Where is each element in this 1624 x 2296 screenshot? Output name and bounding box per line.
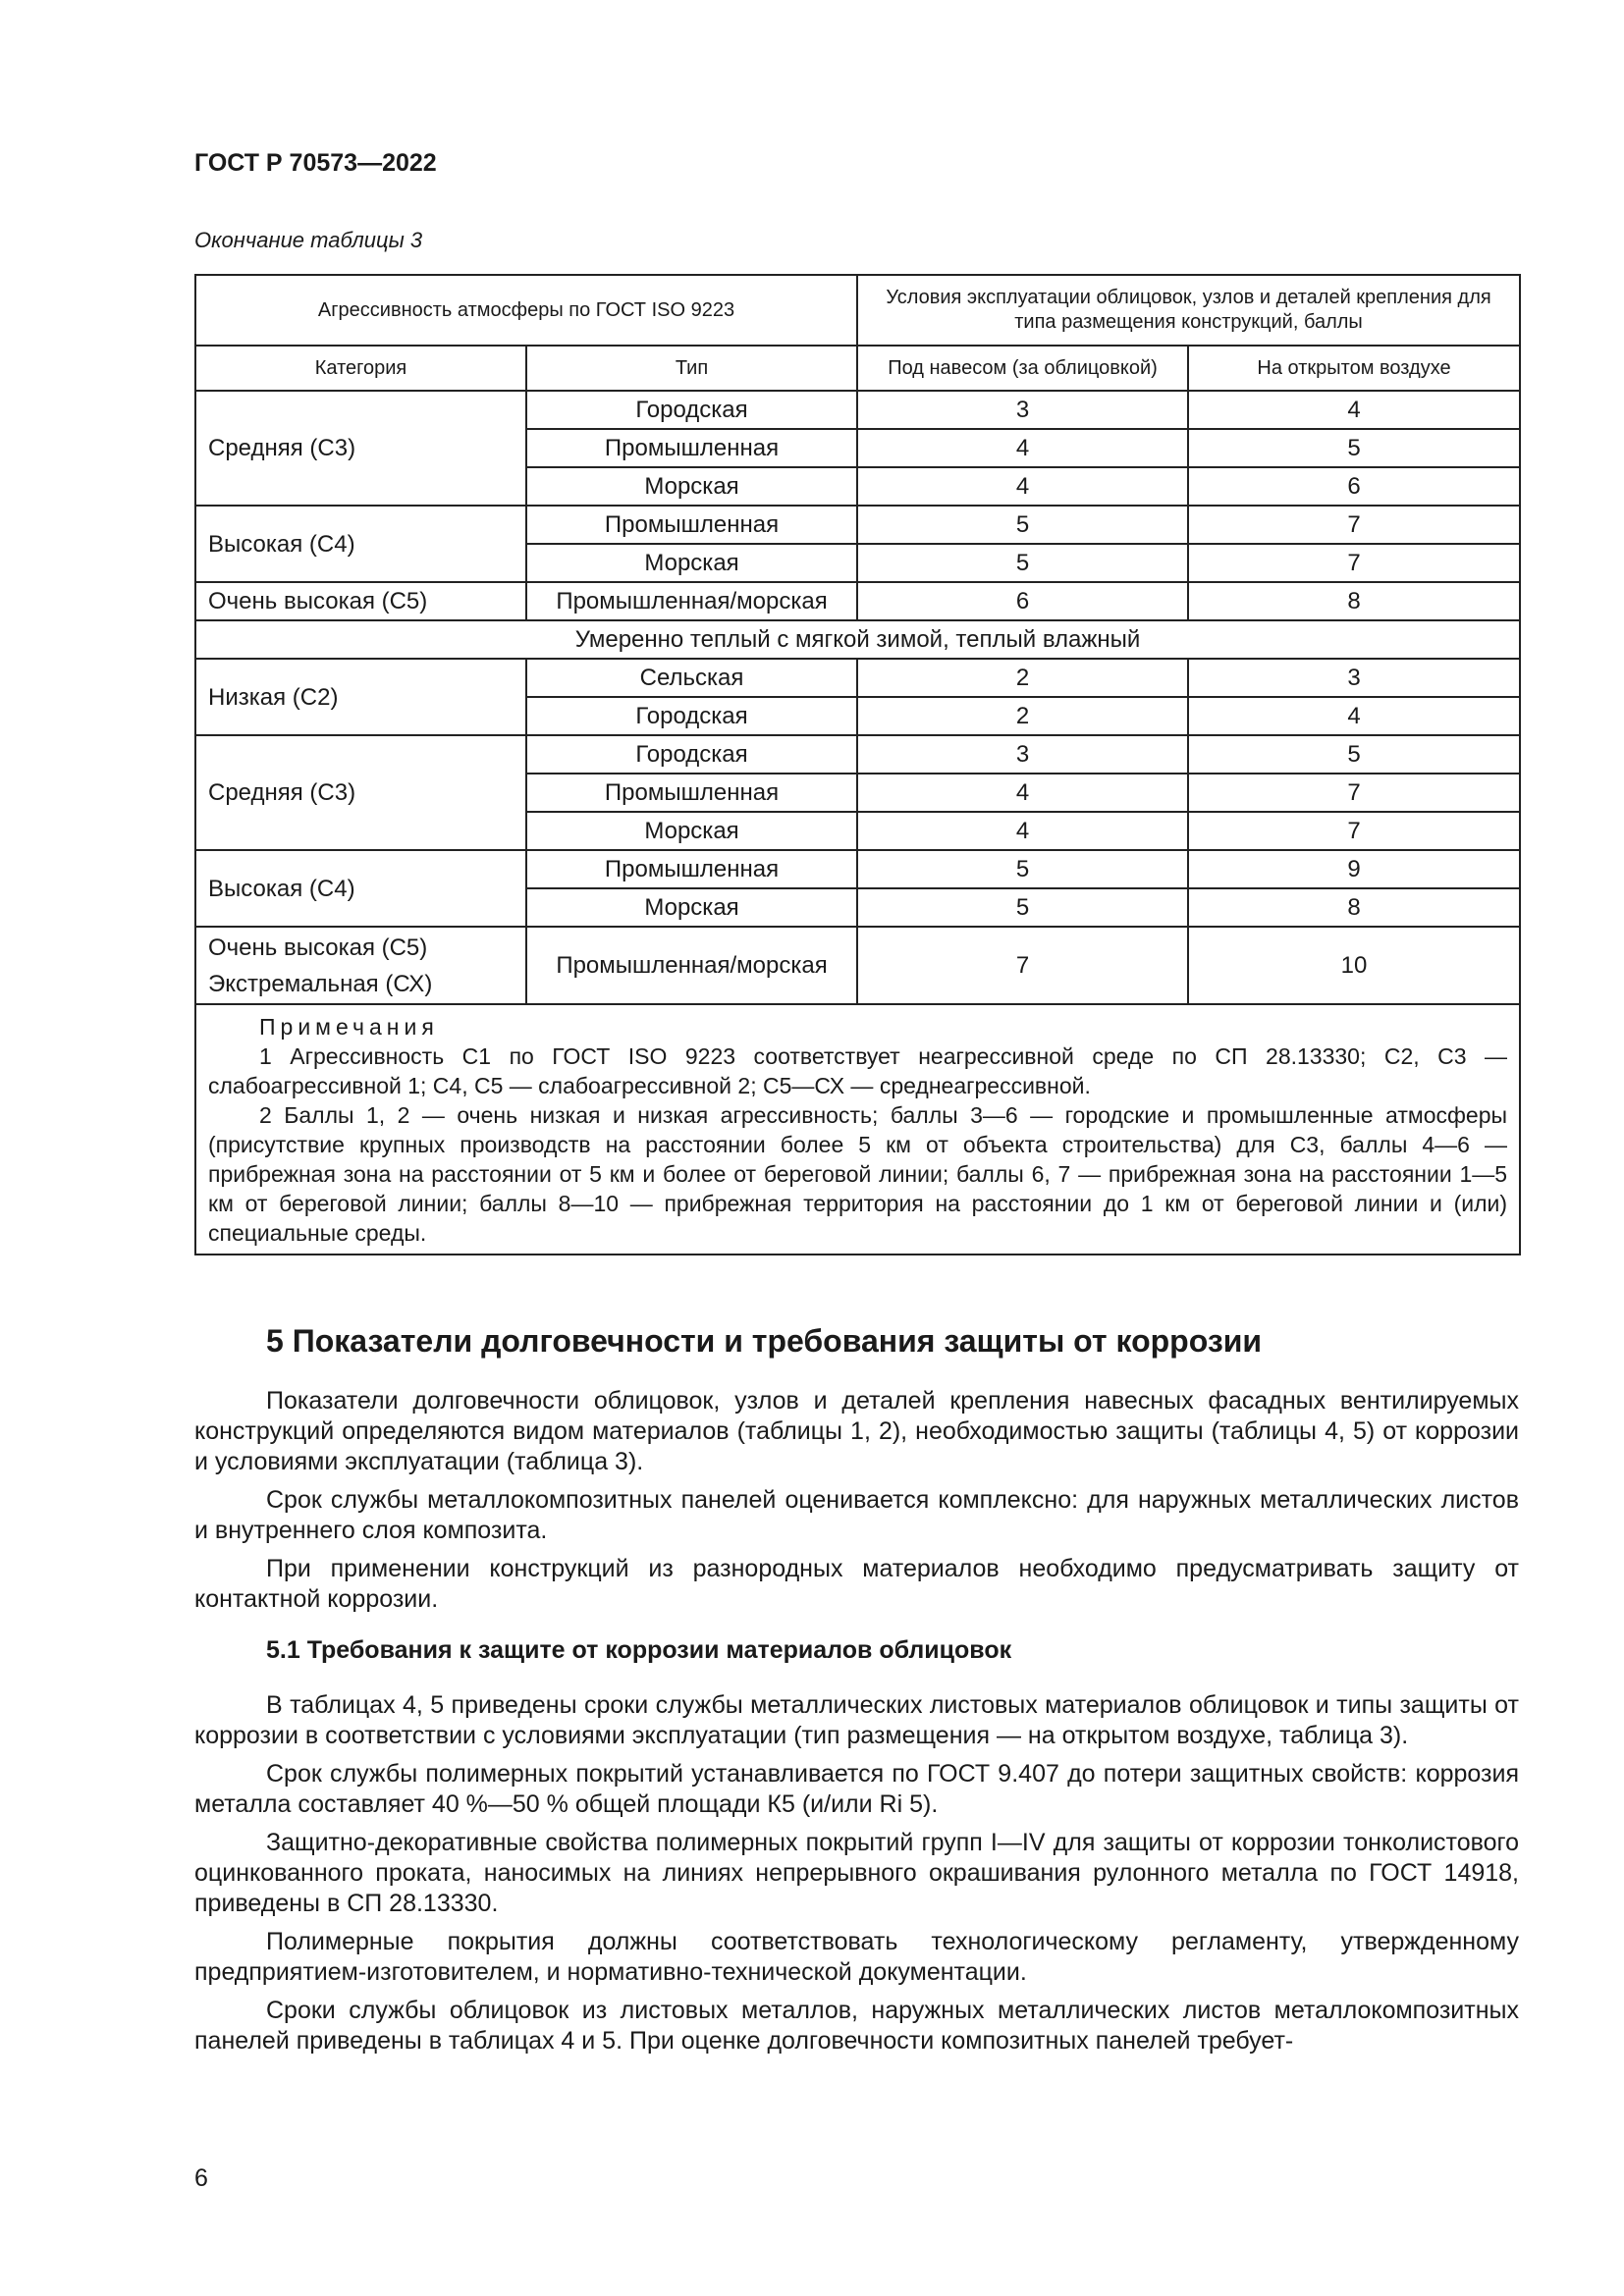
- outdoor-score: 9: [1188, 850, 1520, 888]
- outdoor-score: 4: [1188, 697, 1520, 735]
- note-1: 1 Агрессивность С1 по ГОСТ ISO 9223 соответствует неагрессивной среде по СП 28.13330; С2, С3 — слабоагрессивной 1; С4, С5 — слабоагрессивной 2; С5—СХ — среднеагрессивной.: [208, 1043, 1508, 1098]
- type-cell: Городская: [526, 391, 857, 429]
- table-row: [195, 582, 1520, 620]
- canopy-score: 3: [857, 735, 1188, 774]
- type-cell: Морская: [526, 812, 857, 850]
- outdoor-score: 8: [1188, 888, 1520, 927]
- paragraph: Сроки службы облицовок из листовых металлов, наружных металлических листов металлокомпозитных панелей приведены в таблицах 4 и 5. При оценке долговечности композитных панелей требует-: [194, 1997, 1519, 2055]
- outdoor-score: 8: [1188, 582, 1520, 620]
- category-cell: Высокая (С4): [195, 506, 526, 582]
- header-category: Категория: [195, 346, 526, 391]
- outdoor-score: 6: [1188, 467, 1520, 506]
- note-2: 2 Баллы 1, 2 — очень низкая и низкая агрессивность; баллы 3—6 — городские и промышленные атмосферы (присутствие крупных производств на расстоянии более 5 км от объекта строительства) для С3, баллы 4—6 — прибрежная зона на расстоянии от 5 км и более от береговой линии; баллы 6, 7 — прибрежная зона на расстоянии 1—5 км от береговой линии; баллы 8—10 — прибрежная территория на расстоянии до 1 км от береговой линии и (или) специальные среды.: [208, 1102, 1508, 1246]
- type-cell: Городская: [526, 735, 857, 774]
- table-row: [195, 927, 1520, 1004]
- page-number: 6: [194, 2164, 208, 2192]
- section-5-body: [194, 1386, 1519, 1623]
- category-cell: Низкая (С2): [195, 659, 526, 735]
- category-cell: [195, 927, 526, 1004]
- subsection-heading: 5.1 Требования к защите от коррозии материалов облицовок: [266, 1636, 1012, 1664]
- table-caption: Окончание таблицы 3: [194, 228, 423, 252]
- outdoor-score: 5: [1188, 735, 1520, 774]
- table-row: [195, 506, 1520, 544]
- table-row: [195, 659, 1520, 697]
- paragraph: Срок службы металлокомпозитных панелей оценивается комплексно: для наружных металлических листов и внутреннего слоя композита.: [194, 1486, 1519, 1544]
- outdoor-score: 10: [1188, 927, 1520, 1004]
- outdoor-score: 7: [1188, 544, 1520, 582]
- paragraph: Полимерные покрытия должны соответствовать технологическому регламенту, утвержденному предприятием-изготовителем, и нормативно-технической документации.: [194, 1928, 1519, 1986]
- climate-band: Умеренно теплый с мягкой зимой, теплый влажный: [195, 620, 1520, 659]
- paragraph: При применении конструкций из разнородных материалов необходимо предусматривать защиту от контактной коррозии.: [194, 1555, 1519, 1613]
- type-cell: Морская: [526, 467, 857, 506]
- durability-table: [194, 274, 1521, 1255]
- canopy-score: 4: [857, 774, 1188, 812]
- canopy-score: 2: [857, 659, 1188, 697]
- paragraph: Срок службы полимерных покрытий устанавливается по ГОСТ 9.407 до потери защитных свойств: коррозия металла составляет 40 %—50 % общей площади К5 (и/или Ri 5).: [194, 1760, 1519, 1818]
- category-cell: Средняя (С3): [195, 735, 526, 850]
- header-conditions: Условия эксплуатации облицовок, узлов и деталей крепления для типа размещения конструкций, баллы: [857, 275, 1520, 346]
- notes-cell: [195, 1004, 1520, 1255]
- canopy-score: 7: [857, 927, 1188, 1004]
- climate-band-row: [195, 620, 1520, 659]
- canopy-score: 4: [857, 812, 1188, 850]
- category-label-2: Экстремальная (СХ): [208, 970, 433, 997]
- header-aggressiveness: Агрессивность атмосферы по ГОСТ ISO 9223: [195, 275, 857, 346]
- type-cell: Морская: [526, 888, 857, 927]
- table-row: [195, 850, 1520, 888]
- category-label: Очень высокая (С5): [208, 934, 428, 961]
- paragraph: В таблицах 4, 5 приведены сроки службы металлических листовых материалов облицовок и типы защиты от коррозии в соответствии с условиями эксплуатации (тип размещения — на открытом воздухе, таблица 3).: [194, 1691, 1519, 1749]
- type-cell: Промышленная: [526, 850, 857, 888]
- type-cell: Морская: [526, 544, 857, 582]
- document-header: ГОСТ Р 70573—2022: [194, 149, 437, 177]
- notes-row: [195, 1004, 1520, 1255]
- type-cell: Промышленная: [526, 774, 857, 812]
- canopy-score: 3: [857, 391, 1188, 429]
- type-cell: Промышленная: [526, 506, 857, 544]
- canopy-score: 5: [857, 506, 1188, 544]
- outdoor-score: 7: [1188, 812, 1520, 850]
- header-outdoor: На открытом воздухе: [1188, 346, 1520, 391]
- outdoor-score: 5: [1188, 429, 1520, 467]
- canopy-score: 5: [857, 850, 1188, 888]
- category-cell: Высокая (С4): [195, 850, 526, 927]
- canopy-score: 4: [857, 429, 1188, 467]
- type-cell: Промышленная/морская: [526, 582, 857, 620]
- type-cell: Промышленная: [526, 429, 857, 467]
- type-cell: Городская: [526, 697, 857, 735]
- type-cell: Промышленная/морская: [526, 927, 857, 1004]
- header-under-canopy: Под навесом (за облицовкой): [857, 346, 1188, 391]
- paragraph: Показатели долговечности облицовок, узлов и деталей крепления навесных фасадных вентилируемых конструкций определяются видом материалов (таблицы 1, 2), необходимостью защиты (таблицы 4, 5) от коррозии и условиями эксплуатации (таблица 3).: [194, 1387, 1519, 1475]
- type-cell: Сельская: [526, 659, 857, 697]
- paragraph: Защитно-декоративные свойства полимерных покрытий групп I—IV для защиты от коррозии тонколистового оцинкованного проката, наносимых на линиях непрерывного окрашивания рулонного металла по ГОСТ 14918, приведены в СП 28.13330.: [194, 1829, 1519, 1917]
- table-row: [195, 391, 1520, 429]
- section-5-1-body: [194, 1690, 1519, 2064]
- canopy-score: 6: [857, 582, 1188, 620]
- category-cell: Очень высокая (С5): [195, 582, 526, 620]
- category-cell: Средняя (С3): [195, 391, 526, 506]
- notes-title: Примечания: [259, 1014, 439, 1040]
- outdoor-score: 7: [1188, 774, 1520, 812]
- outdoor-score: 3: [1188, 659, 1520, 697]
- canopy-score: 4: [857, 467, 1188, 506]
- outdoor-score: 4: [1188, 391, 1520, 429]
- canopy-score: 5: [857, 888, 1188, 927]
- canopy-score: 5: [857, 544, 1188, 582]
- header-type: Тип: [526, 346, 857, 391]
- section-heading: 5 Показатели долговечности и требования защиты от коррозии: [266, 1323, 1263, 1359]
- table-row: [195, 735, 1520, 774]
- canopy-score: 2: [857, 697, 1188, 735]
- outdoor-score: 7: [1188, 506, 1520, 544]
